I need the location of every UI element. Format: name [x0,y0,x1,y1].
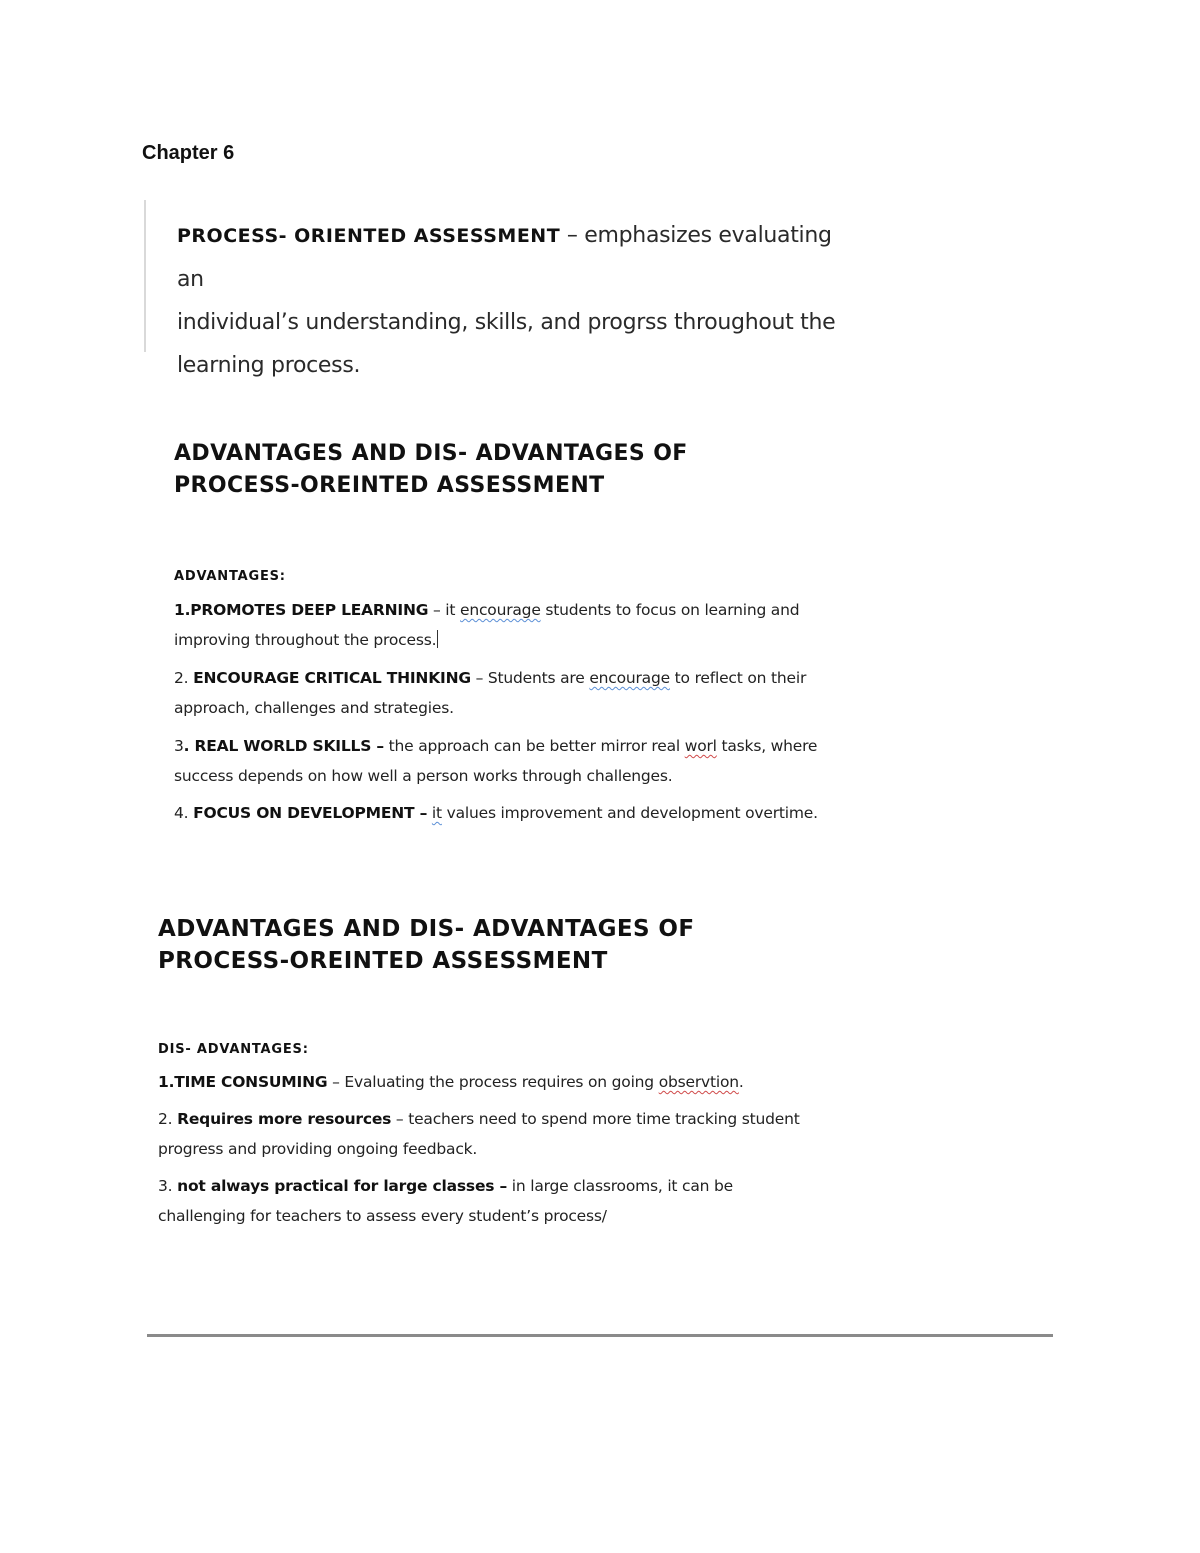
section-heading-advantages: ADVANTAGES AND DIS- ADVANTAGES OF PROCESS-OREINTED ASSESSMENT [174,441,688,498]
advantage-item-4: 4. FOCUS ON DEVELOPMENT – it values improvement and development overtime. [174,804,818,822]
disadvantage-item-2: 2. Requires more resources – teachers need to spend more time tracking student progress and providing ongoing feedback. [158,1110,800,1158]
chapter-title: Chapter 6 [142,142,235,164]
definition-line-2: individual’s understanding, skills, and progrss throughout the [177,310,836,335]
section-heading-disadvantages: ADVANTAGES AND DIS- ADVANTAGES OF PROCESS-OREINTED ASSESSMENT [158,916,695,974]
definition-block [144,200,846,378]
spellcheck-flag: encourage [460,601,541,619]
text-cursor [437,630,438,648]
advantage-item-1: 1.PROMOTES DEEP LEARNING – it encourage students to focus on learning and improving throughout the process. [174,601,800,649]
advantages-subheading: ADVANTAGES: [174,569,286,584]
definition-text [177,214,837,387]
disadvantage-item-3: 3. not always practical for large classes – in large classrooms, it can be challenging for teachers to assess every student’s process/ [158,1177,733,1225]
spellcheck-flag: worl [684,737,717,755]
definition-line-3: learning process. [177,353,361,378]
disadvantage-item-1: 1.TIME CONSUMING – Evaluating the process requires on going observtion. [158,1073,744,1091]
grammar-flag: it [431,804,442,822]
disadvantages-subheading: DIS- ADVANTAGES: [158,1042,309,1057]
advantage-item-2: 2. ENCOURAGE CRITICAL THINKING – Students are encourage to reflect on their approach, challenges and strategies. [174,669,807,717]
advantage-item-3: 3. REAL WORLD SKILLS – the approach can be better mirror real worl tasks, where success depends on how well a person works through challenges. [174,737,818,785]
horizontal-rule [147,1334,1053,1337]
definition-term: PROCESS- ORIENTED ASSESSMENT [177,225,561,247]
spellcheck-flag: observtion [658,1073,739,1091]
definition-line-1: PROCESS- ORIENTED ASSESSMENT – emphasizes evaluating an [177,223,832,292]
spellcheck-flag: encourage [589,669,670,687]
